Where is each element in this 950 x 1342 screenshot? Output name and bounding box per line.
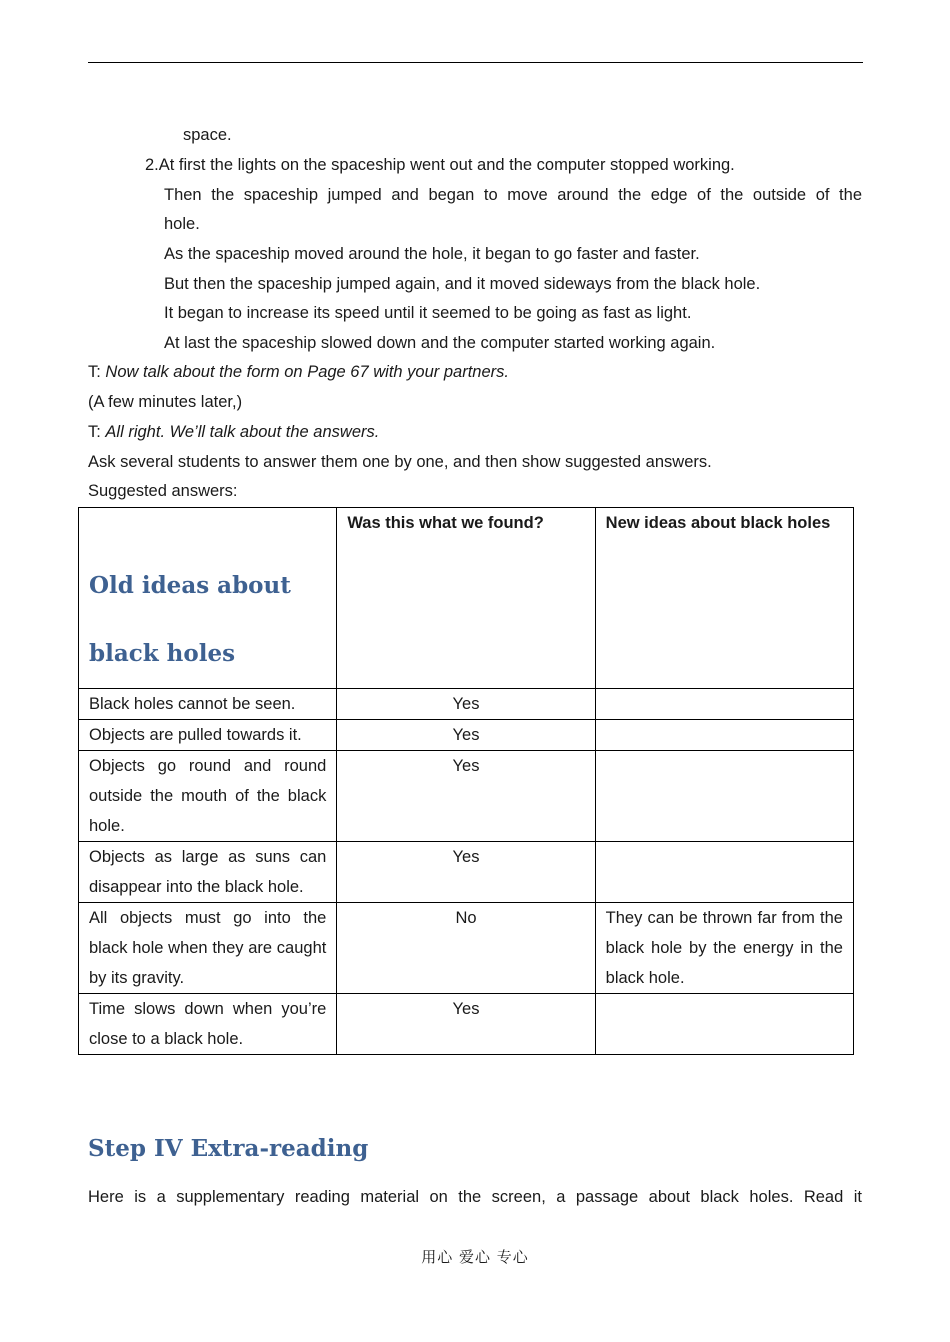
text-line: At last the spaceship slowed down and the computer started working again. (164, 334, 716, 352)
old-idea-cell: All objects must go into the black hole when they are caught by its gravity. (79, 903, 337, 994)
new-idea-cell (595, 689, 853, 720)
old-idea-cell: Objects as large as suns can disappear into the black hole. (79, 842, 337, 903)
header-rule (88, 62, 863, 63)
text-line: (A few minutes later,) (88, 393, 243, 411)
teacher-speech: All right. We’ll talk about the answers. (105, 423, 380, 441)
text-line: It began to increase its speed until it seemed to be going as fast as light. (164, 304, 692, 322)
old-idea-cell: Objects are pulled towards it. (79, 720, 337, 751)
new-idea-cell (595, 751, 853, 842)
found-cell: No (337, 903, 595, 994)
page-footer: 用心 爱心 专心 (421, 1248, 529, 1266)
section-heading: Step IV Extra-reading (88, 1135, 369, 1162)
text-line: But then the spaceship jumped again, and it moved sideways from the black hole. (164, 275, 761, 293)
header-new-ideas: New ideas about black holes (595, 508, 853, 689)
speaker-label: T: (88, 423, 106, 441)
text-line: space. (183, 126, 232, 144)
answers-table (78, 507, 854, 1055)
found-cell: Yes (337, 842, 595, 903)
table-row (79, 903, 854, 994)
found-cell: Yes (337, 751, 595, 842)
new-idea-cell: They can be thrown far from the black hole by the energy in the black hole. (595, 903, 853, 994)
new-idea-cell (595, 720, 853, 751)
found-cell: Yes (337, 689, 595, 720)
teacher-speech: Now talk about the form on Page 67 with your partners. (105, 363, 509, 381)
old-idea-cell: Objects go round and round outside the mouth of the black hole. (79, 751, 337, 842)
text-line: Suggested answers: (88, 482, 238, 500)
teacher-line (88, 417, 379, 447)
text-line: Then the spaceship jumped and began to move around the edge of the outside of the (164, 186, 862, 204)
table-row (79, 720, 854, 751)
new-idea-cell (595, 994, 853, 1055)
text-line: 2.At first the lights on the spaceship went out and the computer stopped working. (145, 156, 735, 174)
old-idea-cell: Time slows down when you’re close to a black hole. (79, 994, 337, 1055)
header-old-ideas (79, 508, 337, 689)
found-cell: Yes (337, 994, 595, 1055)
teacher-line (88, 357, 509, 387)
text-line: Here is a supplementary reading material on the screen, a passage about black holes. Read it (88, 1188, 862, 1206)
text-line: Ask several students to answer them one by one, and then show suggested answers. (88, 453, 712, 471)
header-old-ideas-line1: Old ideas about (89, 572, 291, 599)
text-line: As the spaceship moved around the hole, it began to go faster and faster. (164, 245, 700, 263)
table-row (79, 689, 854, 720)
table-row (79, 751, 854, 842)
text-line: hole. (164, 215, 200, 233)
header-old-ideas-line2: black holes (89, 640, 236, 667)
table-row (79, 842, 854, 903)
found-cell: Yes (337, 720, 595, 751)
table-header-row (79, 508, 854, 689)
old-idea-cell: Black holes cannot be seen. (79, 689, 337, 720)
new-idea-cell (595, 842, 853, 903)
speaker-label: T: (88, 363, 106, 381)
header-found: Was this what we found? (337, 508, 595, 689)
table-row (79, 994, 854, 1055)
